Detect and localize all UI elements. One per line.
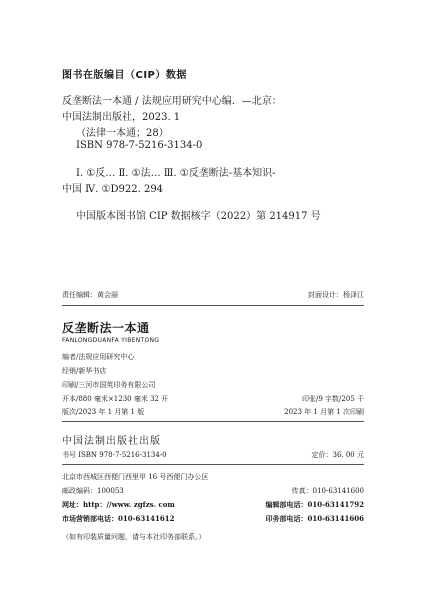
price: 定价：36. 00 元 — [311, 451, 364, 459]
sheets-words: 印张/9 字数/205 千 — [302, 395, 364, 403]
book-isbn: 书号 ISBN 978-7-5216-3134-0 — [62, 451, 167, 459]
book-title: 反垄断法一本通 — [62, 321, 150, 335]
publisher-name: 中国法制出版社出版 — [62, 436, 161, 447]
cip-classification-1: Ⅰ. ①反… Ⅱ. ①法… Ⅲ. ①反垄断法-基本知识- — [76, 168, 276, 179]
divider-lower — [62, 464, 364, 465]
cip-line-2: 中国法制出版社，2023. 1 — [62, 112, 181, 123]
cip-classification-2: 中国 Ⅳ. ①D922. 294 — [62, 184, 164, 195]
website: 网址：http：//www. zgfzs. com — [62, 500, 175, 509]
marketing-phone: 市场营销部电话：010-63141612 — [62, 514, 175, 523]
cip-line-3: （法律一本通；28） — [76, 128, 169, 139]
address: 北京市西城区西便门西里甲 16 号西便门办公区 — [62, 473, 209, 481]
divider-top — [62, 305, 364, 306]
cover-designer: 封面设计：杨泽江 — [308, 291, 364, 299]
editorial-phone: 编辑部电话：010-63141792 — [265, 500, 364, 509]
printing: 2023 年 1 月第 1 次印刷 — [284, 408, 364, 416]
cip-isbn: ISBN 978-7-5216-3134-0 — [76, 140, 203, 151]
responsible-editor: 责任编辑：黄会丽 — [62, 291, 118, 299]
edition: 版次/2023 年 1 月第 1 版 — [62, 408, 145, 416]
fax: 传真：010-63141600 — [291, 487, 364, 495]
cip-line-1: 反垄断法一本通 / 法规应用研究中心编．—北京： — [62, 96, 282, 107]
distributor: 经销/新华书店 — [62, 367, 107, 375]
format: 开本/880 毫米×1230 毫米 32 开 — [62, 395, 169, 403]
cip-core-number: 中国版本图书馆 CIP 数据核字（2022）第 214917 号 — [76, 211, 321, 222]
cip-heading: 图书在版编目（CIP）数据 — [62, 70, 187, 81]
book-title-pinyin: FANLONGDUANFA YIBENTONG — [62, 337, 160, 344]
compiler: 编者/法规应用研究中心 — [62, 353, 135, 361]
quality-note: （如有印装质量问题，请与本社印务部联系。） — [62, 533, 206, 541]
printer: 印刷/三河市国英印务有限公司 — [62, 381, 156, 389]
postcode: 邮政编码：100053 — [62, 487, 124, 495]
printing-dept-phone: 印务部电话：010-63141606 — [265, 514, 364, 523]
divider-middle — [62, 421, 364, 422]
